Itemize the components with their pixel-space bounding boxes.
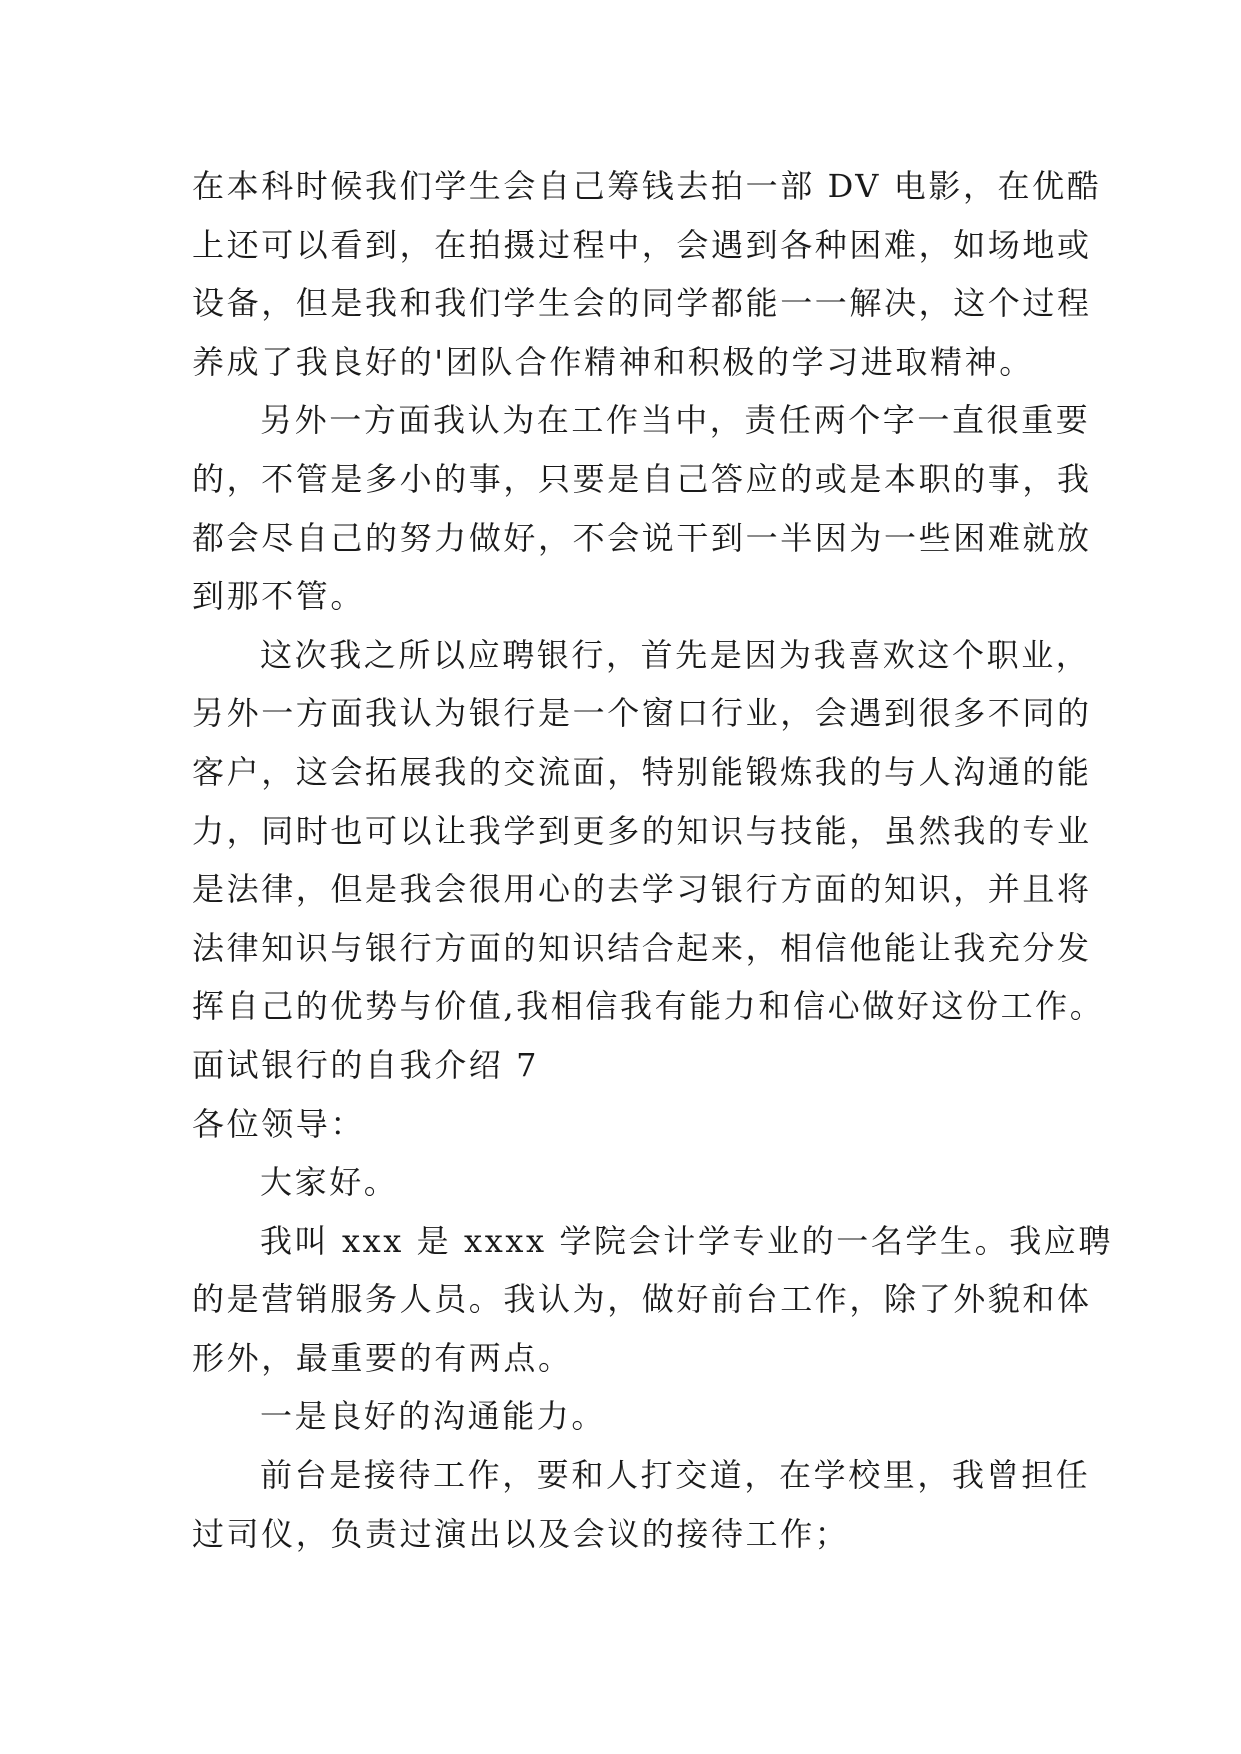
text-line: 客户，这会拓展我的交流面，特别能锻炼我的与人沟通的能 [192,752,1092,791]
document-body [192,157,1114,1563]
text-line: 另外一方面我认为银行是一个窗口行业，会遇到很多不同的 [192,694,1092,733]
text-line: 形外，最重要的有两点。 [192,1338,573,1377]
text-line: 这次我之所以应聘银行，首先是因为我喜欢这个职业， [260,635,1091,674]
section-heading: 面试银行的自我介绍 7 [192,1045,540,1084]
text-line: 养成了我良好的'团队合作精神和积极的学习进取精神。 [192,342,1034,381]
text-line: 设备，但是我和我们学生会的同学都能一一解决，这个过程 [192,284,1092,323]
text-line: 一是良好的沟通能力。 [260,1397,607,1436]
text-line: 另外一方面我认为在工作当中，责任两个字一直很重要 [260,401,1091,440]
text-line: 是法律，但是我会很用心的去学习银行方面的知识，并且将 [192,870,1092,909]
text-line: 的是营销服务人员。我认为，做好前台工作，除了外貌和体 [192,1280,1092,1319]
text-line: 挥自己的优势与价值,我相信我有能力和信心做好这份工作。 [192,987,1105,1026]
text-line: 在本科时候我们学生会自己筹钱去拍一部 DV 电影，在优酷 [192,167,1102,205]
text-line: 我叫 xxx 是 xxxx 学院会计学专业的一名学生。我应聘 [260,1221,1114,1260]
text-line: 上还可以看到，在拍摄过程中，会遇到各种困难，如场地或 [192,225,1092,264]
text-line: 的，不管是多小的事，只要是自己答应的或是本职的事，我 [192,459,1092,498]
text-line: 前台是接待工作，要和人打交道，在学校里，我曾担任 [260,1456,1091,1495]
text-line: 都会尽自己的努力做好，不会说干到一半因为一些困难就放 [192,518,1092,557]
text-line: 到那不管。 [192,577,366,616]
text-line: 力，同时也可以让我学到更多的知识与技能，虽然我的专业 [192,811,1092,850]
text-line: 过司仪，负责过演出以及会议的接待工作； [192,1514,850,1553]
salutation: 各位领导： [192,1104,366,1143]
text-line: 法律知识与银行方面的知识结合起来，相信他能让我充分发 [192,928,1092,967]
greeting: 大家好。 [260,1163,399,1202]
